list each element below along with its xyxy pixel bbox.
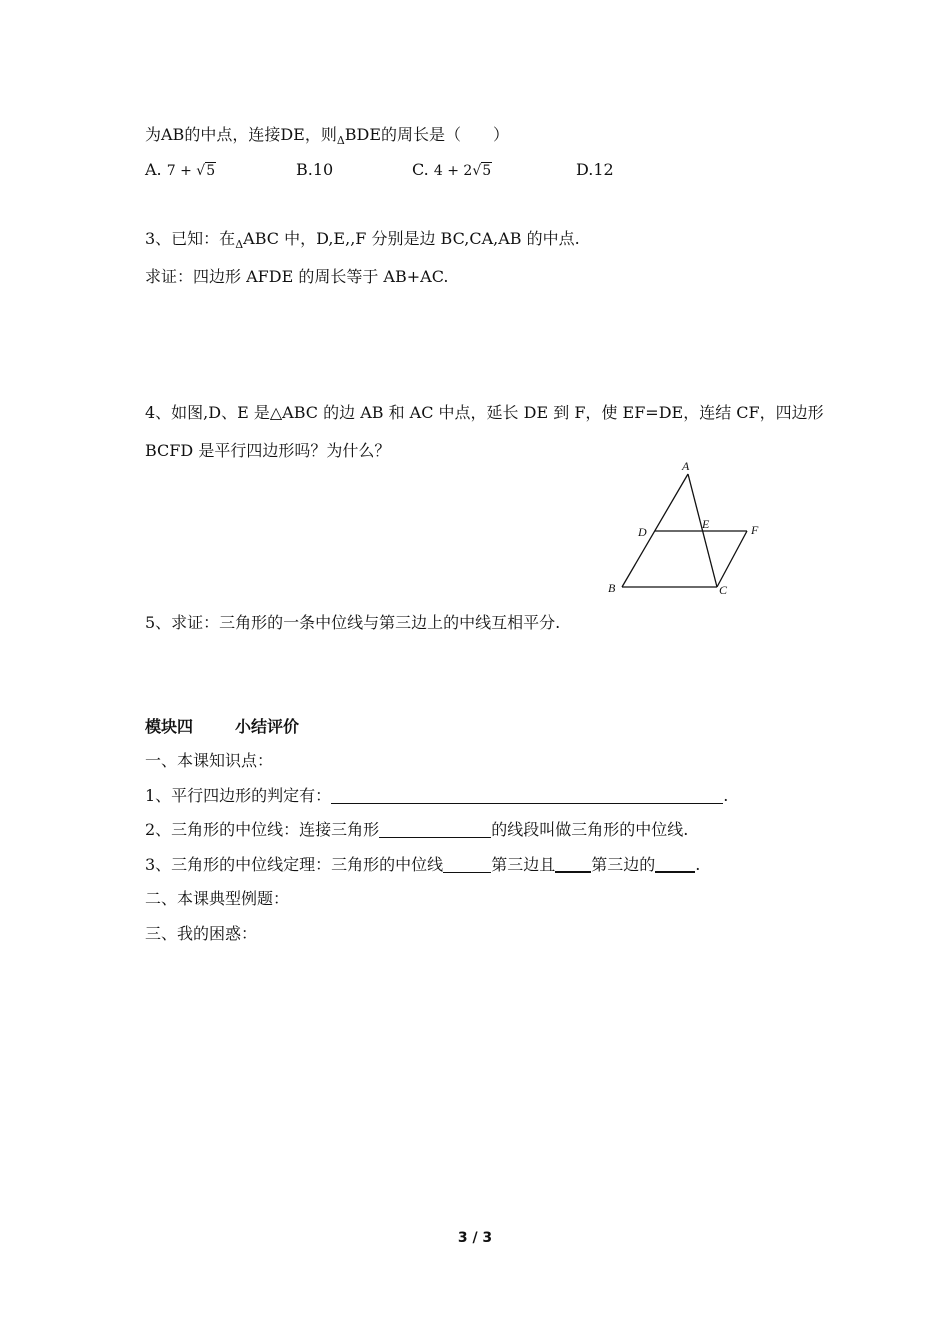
q2-stem-post: BDE的周长是（ ） (344, 125, 510, 144)
section2-title: 二、本课典型例题： (145, 889, 290, 908)
option-c-plus: + (447, 163, 459, 179)
q2-option-a (145, 160, 216, 181)
option-c-coef: 2 (463, 163, 473, 179)
segment-cf (717, 531, 747, 587)
k3-blank-1[interactable] (443, 856, 491, 873)
q5-line: 5、求证：三角形的一条中位线与第三边上的中线互相平分. (145, 613, 561, 632)
label-c: C (719, 583, 728, 597)
section3-title: 三、我的困惑： (145, 924, 258, 943)
page-number: 3 / 3 (457, 1230, 493, 1246)
option-a-expression: 7 + √5 (166, 163, 216, 179)
section1-title: 一、本课知识点： (145, 751, 274, 770)
k3-part-c: 第三边的 (591, 855, 656, 874)
module4-heading (145, 717, 299, 737)
label-b: B (608, 581, 616, 595)
option-c-label: C. (412, 160, 429, 179)
knowledge-point-3 (145, 855, 700, 875)
module4-heading-part2: 小结评价 (235, 717, 300, 736)
option-d-value: 12 (593, 160, 614, 179)
option-c-int: 4 (433, 163, 443, 179)
knowledge-point-2 (145, 820, 688, 840)
option-d-label: D. (576, 160, 594, 179)
k1-text: 1、平行四边形的判定有： (145, 786, 332, 805)
option-b-label: B. (296, 160, 313, 179)
k1-blank[interactable] (331, 787, 723, 804)
q2-option-c (412, 160, 492, 181)
option-a-int: 7 (166, 163, 176, 179)
option-b-value: 10 (312, 160, 334, 179)
k2-end: 的线段叫做三角形的中位线. (491, 820, 689, 839)
option-a-root: 5 (206, 163, 216, 179)
q3-line2: 求证：四边形 AFDE 的周长等于 AB+AC. (145, 267, 449, 286)
q4-line1: 4、如图,D、E 是△ABC 的边 AB 和 AC 中点，延长 DE 到 F，使 EF=DE，连结 CF，四边形 (145, 403, 824, 422)
option-a-plus: + (180, 163, 192, 179)
k3-part-b: 第三边且 (491, 855, 556, 874)
q4-line2: BCFD 是平行四边形吗？为什么？ (145, 441, 391, 460)
k1-end: . (723, 786, 729, 805)
triangle-symbol: Δ (336, 134, 345, 147)
k3-part-a: 3、三角形的中位线定理：三角形的中位线 (145, 855, 444, 874)
parallelogram-figure (598, 456, 773, 601)
triangle-symbol: Δ (235, 238, 244, 251)
label-e: E (702, 517, 710, 531)
q3-line1-post: ABC 中，D,E,,F 分别是边 BC,CA,AB 的中点. (243, 229, 580, 248)
label-f: F (751, 523, 759, 537)
option-c-expression: 4 + 2√5 (433, 163, 492, 179)
k3-blank-3[interactable] (655, 855, 695, 873)
label-d: D (638, 525, 647, 539)
module4-heading-part1: 模块四 (145, 717, 194, 736)
option-a-label: A. (145, 160, 162, 179)
q2-stem (145, 125, 509, 151)
q2-option-b (296, 160, 333, 180)
k3-blank-2[interactable] (555, 855, 591, 873)
q3-line1 (145, 229, 580, 255)
option-c-root: 5 (482, 163, 492, 179)
k3-end: . (695, 855, 701, 874)
q3-line1-pre: 3、已知：在 (145, 229, 236, 248)
knowledge-point-1 (145, 786, 728, 806)
q2-option-d (576, 160, 614, 180)
label-a: A (682, 459, 690, 473)
q2-stem-pre: 为AB的中点，连接DE，则 (145, 125, 337, 144)
k2-text: 2、三角形的中位线：连接三角形 (145, 820, 380, 839)
k2-blank[interactable] (379, 821, 491, 838)
